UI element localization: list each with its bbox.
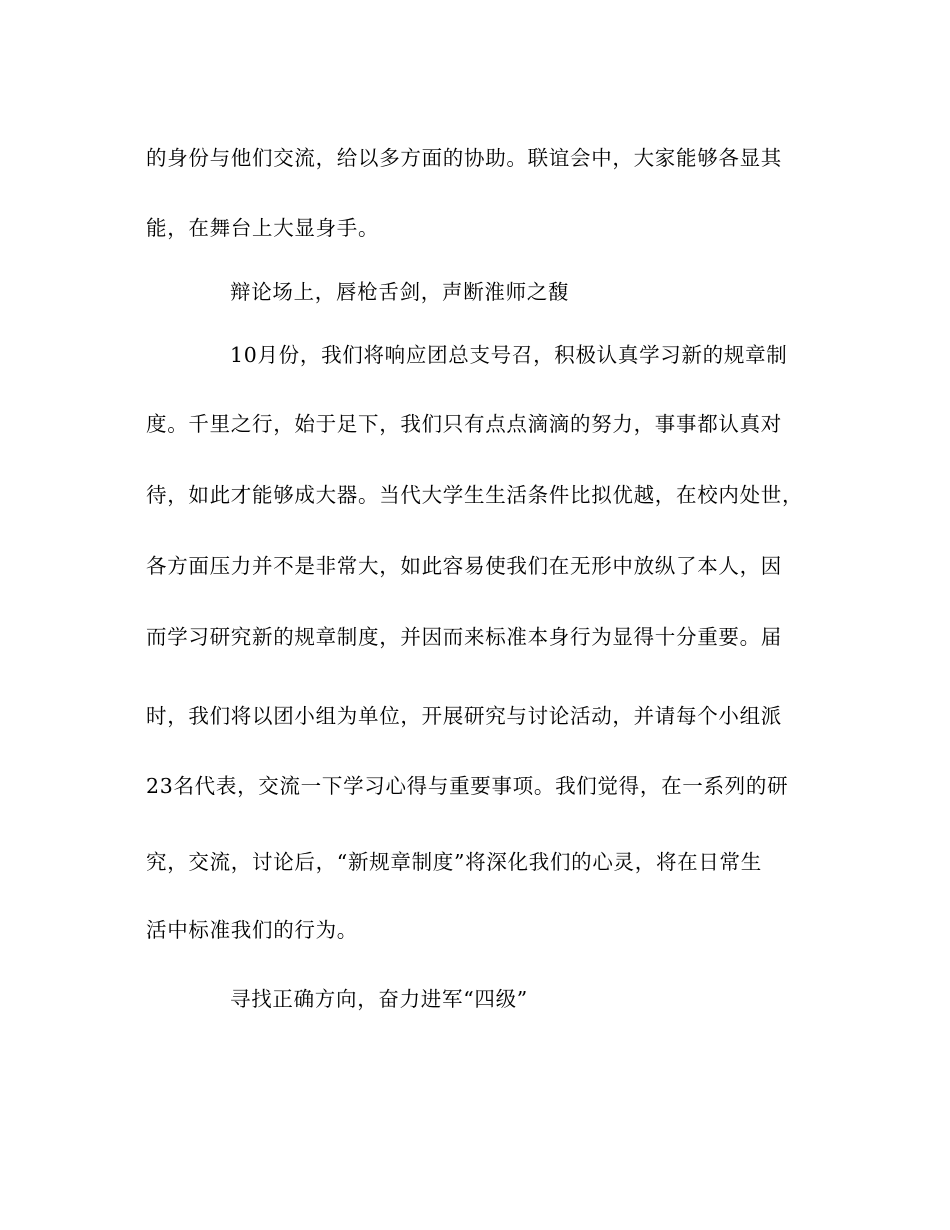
paragraph-line: 待，如此才能够成大器。当代大学生生活条件比拟优越，在校内处世， xyxy=(146,483,804,507)
section-heading: 寻找正确方向，奋力进军“四级” xyxy=(230,987,528,1011)
paragraph-line: 而学习研究新的规章制度，并因而来标准本身行为显得十分重要。届 xyxy=(146,625,782,649)
paragraph-line: 时，我们将以团小组为单位，开展研究与讨论活动，并请每个小组派 xyxy=(146,704,782,728)
paragraph-line: 活中标准我们的行为。 xyxy=(146,918,358,942)
paragraph-line: 各方面压力并不是非常大，如此容易使我们在无形中放纵了本人，因 xyxy=(146,554,782,578)
paragraph-line: 能，在舞台上大显身手。 xyxy=(146,216,380,240)
paragraph-line: 的身份与他们交流，给以多方面的协助。联谊会中，大家能够各显其 xyxy=(146,146,782,170)
section-heading: 辩论场上，唇枪舌剑，声断淮师之馥 xyxy=(230,280,570,304)
paragraph-line: 23名代表，交流一下学习心得与重要事项。我们觉得，在一系列的研 xyxy=(146,774,789,798)
paragraph-line: 究，交流，讨论后，“新规章制度”将深化我们的心灵，将在日常生 xyxy=(146,850,762,874)
paragraph-line: 10月份，我们将响应团总支号召，积极认真学习新的规章制 xyxy=(230,343,788,367)
paragraph-line: 度。千里之行，始于足下，我们只有点点滴滴的努力，事事都认真对 xyxy=(146,412,782,436)
